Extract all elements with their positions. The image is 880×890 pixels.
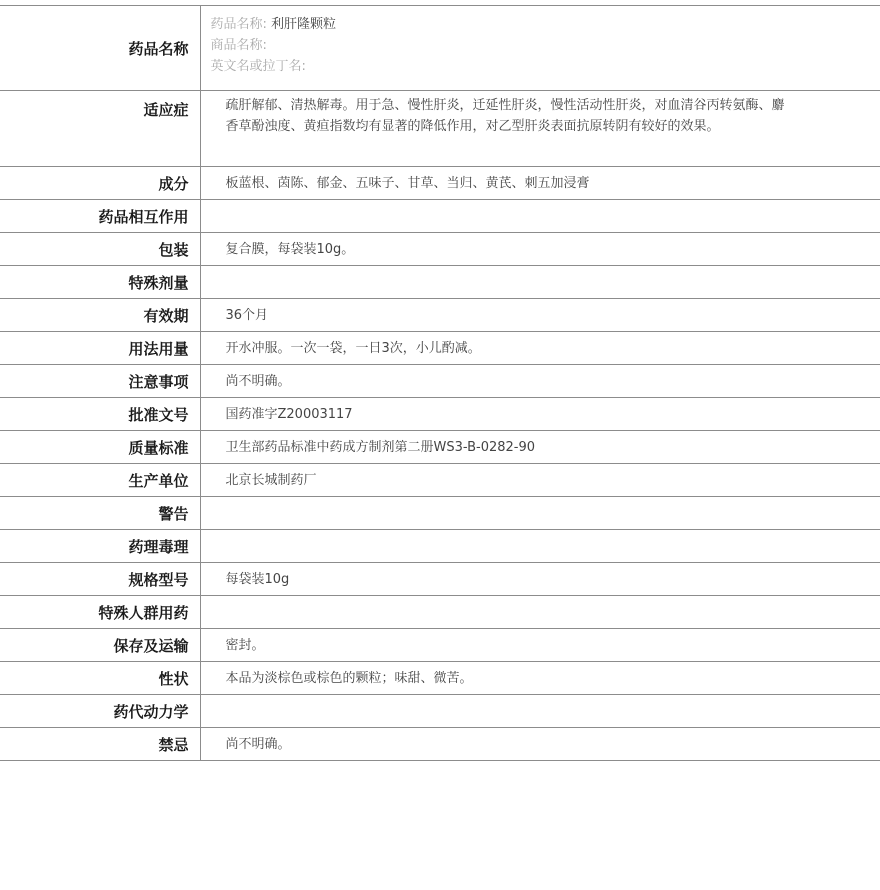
row-label: 质量标准: [0, 431, 200, 464]
row-label: 包装: [0, 233, 200, 266]
row-label: 警告: [0, 497, 200, 530]
generic-name-line: [211, 14, 880, 35]
drug-info-table: [0, 5, 880, 761]
table-row: [0, 530, 880, 563]
row-value: 密封。: [200, 629, 880, 662]
table-row: [0, 728, 880, 761]
row-value: [200, 530, 880, 563]
row-value: 北京长城制药厂: [200, 464, 880, 497]
row-value: [200, 596, 880, 629]
table-row: [0, 497, 880, 530]
row-label: 适应症: [0, 91, 200, 167]
row-label: 特殊人群用药: [0, 596, 200, 629]
row-label: 用法用量: [0, 332, 200, 365]
drug-name-block: [200, 6, 880, 91]
table-row: [0, 365, 880, 398]
english-name-line: [211, 56, 880, 77]
table-row: [0, 332, 880, 365]
generic-name-value: 利肝隆颗粒: [271, 17, 337, 32]
row-label: 生产单位: [0, 464, 200, 497]
table-row: [0, 266, 880, 299]
table-row: [0, 200, 880, 233]
row-value: 36个月: [200, 299, 880, 332]
table-row: [0, 464, 880, 497]
row-label: 禁忌: [0, 728, 200, 761]
trade-name-key: 商品名称:: [210, 38, 267, 53]
row-value: 国药准字Z20003117: [200, 398, 880, 431]
table-row-drug-name: [0, 6, 880, 91]
row-label: 规格型号: [0, 563, 200, 596]
row-value: 每袋装10g: [200, 563, 880, 596]
row-label: 保存及运输: [0, 629, 200, 662]
row-label: 有效期: [0, 299, 200, 332]
table-row: [0, 233, 880, 266]
row-value: 本品为淡棕色或棕色的颗粒；味甜、微苦。: [200, 662, 880, 695]
trade-name-line: [211, 35, 880, 56]
table-row: [0, 563, 880, 596]
row-label: 药品相互作用: [0, 200, 200, 233]
table-row: [0, 299, 880, 332]
row-label: 性状: [0, 662, 200, 695]
row-value: 疏肝解郁、清热解毒。用于急、慢性肝炎，迁延性肝炎，慢性活动性肝炎，对血清谷丙转氨酶、麝香草酚浊度、黄疸指数均有显著的降低作用，对乙型肝炎表面抗原转阴有较好的效果。: [200, 91, 880, 167]
row-value: 尚不明确。: [200, 728, 880, 761]
table-row: [0, 398, 880, 431]
english-name-key: 英文名或拉丁名:: [210, 59, 306, 74]
table-row: [0, 662, 880, 695]
row-value: 开水冲服。一次一袋，一日3次，小儿酌减。: [200, 332, 880, 365]
row-value: 尚不明确。: [200, 365, 880, 398]
row-label: 批准文号: [0, 398, 200, 431]
row-label: 特殊剂量: [0, 266, 200, 299]
row-value: [200, 266, 880, 299]
row-value: [200, 497, 880, 530]
row-label: 成分: [0, 167, 200, 200]
generic-name-key: 药品名称:: [210, 17, 267, 32]
table-row: [0, 629, 880, 662]
row-label: 药代动力学: [0, 695, 200, 728]
table-row: [0, 431, 880, 464]
row-value: 卫生部药品标准中药成方制剂第二册WS3-B-0282-90: [200, 431, 880, 464]
row-label: 药品名称: [0, 6, 200, 91]
row-value: [200, 200, 880, 233]
row-value: 板蓝根、茵陈、郁金、五味子、甘草、当归、黄芪、刺五加浸膏: [200, 167, 880, 200]
row-value: 复合膜，每袋装10g。: [200, 233, 880, 266]
row-value: [200, 695, 880, 728]
table-row: [0, 596, 880, 629]
table-row-indication: [0, 91, 880, 167]
table-row: [0, 695, 880, 728]
row-label: 注意事项: [0, 365, 200, 398]
table-row: [0, 167, 880, 200]
row-label: 药理毒理: [0, 530, 200, 563]
